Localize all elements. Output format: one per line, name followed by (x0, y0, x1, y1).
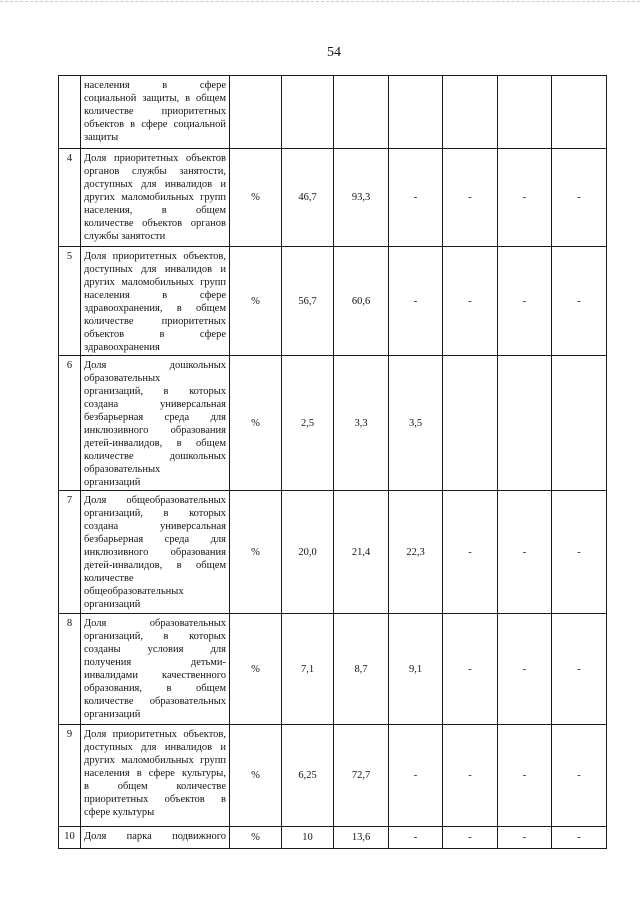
text-line: Доля парка подвижного (84, 831, 226, 842)
value-cell (498, 356, 552, 491)
text-line: здравоохранения, в общем (84, 303, 226, 314)
value-cell: 20,0 (282, 491, 334, 614)
text-line: создана универсальная (84, 521, 226, 532)
text-line: образовательных (84, 464, 161, 475)
text-line: организаций, в которых (84, 386, 226, 397)
text-line: органов службы занятости, (84, 166, 226, 177)
text-line: других маломобильных групп (84, 277, 226, 288)
value-cell: - (552, 614, 607, 725)
value-cell: - (389, 725, 443, 827)
value-cell: - (443, 491, 498, 614)
value-cell (552, 356, 607, 491)
text-line: других маломобильных групп (84, 192, 226, 203)
text-line: Доля образовательных (84, 618, 226, 629)
text-line: доступных для инвалидов и (84, 264, 226, 275)
text-line: сфере культуры (84, 807, 155, 818)
text-line: организаций (84, 477, 141, 488)
text-line: здравоохранения (84, 342, 160, 353)
value-cell: - (552, 827, 607, 849)
row-number-cell: 8 (59, 614, 81, 725)
text-line: других маломобильных групп (84, 755, 226, 766)
value-cell: - (498, 827, 552, 849)
text-line: безбарьерная среда для (84, 412, 226, 423)
indicator-text-cell (81, 827, 230, 849)
value-cell (552, 76, 607, 149)
value-cell (282, 76, 334, 149)
text-line: приоритетных объектов в (84, 794, 226, 805)
value-cell: - (389, 149, 443, 247)
table-row (59, 247, 607, 356)
text-line: образования, в общем (84, 683, 226, 694)
text-line: инклюзивного образования (84, 425, 226, 436)
value-cell: 6,25 (282, 725, 334, 827)
indicator-text-cell (81, 725, 230, 827)
value-cell: 60,6 (334, 247, 389, 356)
value-cell (498, 76, 552, 149)
unit-cell: % (230, 725, 282, 827)
value-cell: 46,7 (282, 149, 334, 247)
text-line: образовательных (84, 373, 161, 384)
page-number: 54 (327, 45, 341, 60)
text-line: Доля приоритетных объектов, (84, 729, 226, 740)
text-line: объектов в сфере социальной (84, 119, 226, 130)
text-line: организаций (84, 709, 141, 720)
value-cell: - (552, 247, 607, 356)
text-line: инвалидами качественного (84, 670, 226, 681)
text-line: социальной защиты, в общем (84, 93, 226, 104)
text-line: детей-инвалидов, в общем (84, 438, 226, 449)
value-cell: - (443, 247, 498, 356)
text-line: Доля приоритетных объектов, (84, 251, 226, 262)
text-line: населения в сфере (84, 290, 226, 301)
text-line: в общем количестве (84, 781, 226, 792)
table-row (59, 491, 607, 614)
text-line: создана универсальная (84, 399, 226, 410)
row-number-cell (59, 76, 81, 149)
table-row (59, 827, 607, 849)
text-line: количестве (84, 573, 134, 584)
value-cell: - (443, 614, 498, 725)
text-line: безбарьерная среда для (84, 534, 226, 545)
text-line: созданы условия для (84, 644, 226, 655)
value-cell: 56,7 (282, 247, 334, 356)
value-cell (389, 76, 443, 149)
text-line: инклюзивного образования (84, 547, 226, 558)
row-number-cell: 5 (59, 247, 81, 356)
unit-cell: % (230, 247, 282, 356)
text-line: количестве приоритетных (84, 106, 226, 117)
text-line: Доля приоритетных объектов (84, 153, 226, 164)
unit-cell: % (230, 149, 282, 247)
value-cell: - (498, 614, 552, 725)
indicator-text-cell (81, 614, 230, 725)
value-cell: 72,7 (334, 725, 389, 827)
table-row (59, 149, 607, 247)
value-cell: 8,7 (334, 614, 389, 725)
text-line: доступных для инвалидов и (84, 742, 226, 753)
table-row (59, 76, 607, 149)
text-line: детей-инвалидов, в общем (84, 560, 226, 571)
table-body (59, 76, 607, 849)
value-cell: - (498, 247, 552, 356)
value-cell: - (552, 725, 607, 827)
value-cell: - (443, 725, 498, 827)
text-line: количестве объектов органов (84, 218, 226, 229)
value-cell: 22,3 (389, 491, 443, 614)
text-line: количестве приоритетных (84, 316, 226, 327)
text-line: Доля дошкольных (84, 360, 226, 371)
value-cell: - (389, 247, 443, 356)
text-line: защиты (84, 132, 119, 143)
value-cell (443, 356, 498, 491)
text-line: количестве образовательных (84, 696, 226, 707)
value-cell: 21,4 (334, 491, 389, 614)
value-cell: - (552, 491, 607, 614)
unit-cell (230, 76, 282, 149)
indicator-text-cell (81, 149, 230, 247)
row-number-cell: 10 (59, 827, 81, 849)
value-cell: 3,3 (334, 356, 389, 491)
value-cell: 3,5 (389, 356, 443, 491)
value-cell: - (498, 725, 552, 827)
value-cell: 9,1 (389, 614, 443, 725)
text-line: количестве дошкольных (84, 451, 226, 462)
value-cell: - (443, 827, 498, 849)
indicator-text-cell (81, 356, 230, 491)
text-line: организаций, в которых (84, 631, 226, 642)
value-cell (443, 76, 498, 149)
row-number-cell: 6 (59, 356, 81, 491)
text-line: населения в сфере (84, 80, 226, 91)
value-cell (334, 76, 389, 149)
value-cell: - (498, 149, 552, 247)
row-number-cell: 9 (59, 725, 81, 827)
indicator-text-cell (81, 247, 230, 356)
row-number-cell: 4 (59, 149, 81, 247)
text-line: службы занятости (84, 231, 166, 242)
unit-cell: % (230, 356, 282, 491)
unit-cell: % (230, 827, 282, 849)
text-line: населения, в общем (84, 205, 226, 216)
text-line: населения в сфере культуры, (84, 768, 226, 779)
text-line: организаций (84, 599, 141, 610)
table-row (59, 614, 607, 725)
value-cell: 93,3 (334, 149, 389, 247)
table-row (59, 356, 607, 491)
indicator-text-cell (81, 76, 230, 149)
indicator-text-cell (81, 491, 230, 614)
indicator-table (58, 75, 607, 849)
text-line: организаций, в которых (84, 508, 226, 519)
text-line: общеобразовательных (84, 586, 184, 597)
value-cell: - (443, 149, 498, 247)
scan-edge-line (0, 1, 640, 2)
value-cell: 7,1 (282, 614, 334, 725)
value-cell: - (389, 827, 443, 849)
value-cell: 13,6 (334, 827, 389, 849)
text-line: объектов в сфере (84, 329, 226, 340)
text-line: доступных для инвалидов и (84, 179, 226, 190)
text-line: Доля общеобразовательных (84, 495, 226, 506)
unit-cell: % (230, 614, 282, 725)
value-cell: - (552, 149, 607, 247)
unit-cell: % (230, 491, 282, 614)
value-cell: 10 (282, 827, 334, 849)
row-number-cell: 7 (59, 491, 81, 614)
value-cell: 2,5 (282, 356, 334, 491)
table-row (59, 725, 607, 827)
value-cell: - (498, 491, 552, 614)
text-line: получения детьми- (84, 657, 226, 668)
